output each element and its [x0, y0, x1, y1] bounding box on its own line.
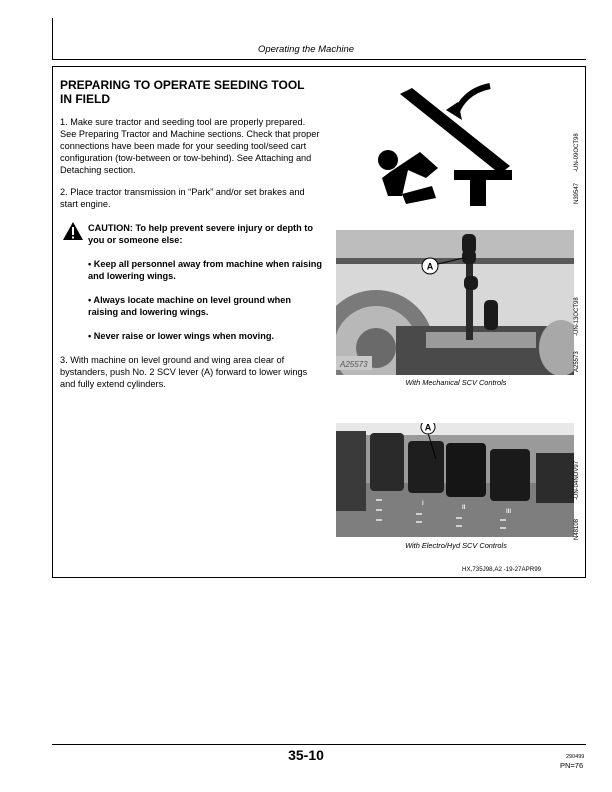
figure-1-code-top: -UN-09OCT98: [574, 133, 580, 172]
step-2-text: 2. Place tractor transmission in “Park” and/or set brakes and start engine.: [60, 187, 305, 209]
figure-3-roman-3: III: [506, 509, 512, 515]
footer-rule: [52, 744, 586, 745]
reference-code: HX,735J98,A2 -19-27APR99: [462, 566, 542, 573]
warning-triangle-icon: [62, 221, 84, 241]
electro-hyd-scv-photo: [336, 423, 574, 537]
figure-2-image-label: A25573: [340, 360, 368, 369]
figure-3-code-top: -UN-04NOV97: [574, 460, 580, 500]
figure-2-code-bottom: A25573: [574, 351, 580, 372]
section-title: [60, 78, 330, 106]
caution-bullet-2: • Always locate machine on level ground when raising and lowering wings.: [88, 295, 292, 317]
caution-bullet-1: • Keep all personnel away from machine when raising and lowering wings.: [88, 259, 322, 281]
figure-2-callout-a: A: [426, 261, 434, 272]
caution-heading: CAUTION: To help prevent severe injury or depth to you or someone else:: [88, 223, 313, 245]
step-3-text: 3. With machine on level ground and wing area clear of bystanders, push No. 2 SCV lever (A) forward to lower wings and fully extend cylinders.: [60, 355, 308, 389]
figure-3-roman-2: II: [462, 505, 466, 511]
figure-1-code-bottom: N39547: [574, 182, 580, 204]
footer-pn: PN=76: [560, 761, 584, 770]
mechanical-scv-photo: [336, 230, 574, 375]
figure-3-caption: With Electro/Hyd SCV Controls: [405, 541, 507, 550]
figure-2-code-top: -UN-13OCT98: [574, 297, 580, 336]
step-1-text: 1. Make sure tractor and seeding tool are properly prepared. See Preparing Tractor and Machine sections. Check that proper connections have been made for your seeding tool/seed cart configuration (tow-between or tow-behind). See Attaching and Detaching section.: [60, 117, 320, 175]
figure-3-roman-1: I: [422, 501, 424, 507]
figure-3-callout-a: A: [424, 423, 432, 433]
page-number: 35-10: [288, 747, 324, 763]
figure-3-code-bottom: N48108: [574, 518, 580, 540]
section-title-line2: IN FIELD: [60, 92, 110, 106]
crush-hazard-pictogram-icon: [362, 74, 552, 210]
page-header-title: Operating the Machine: [257, 44, 355, 55]
footer-date: 290499: [566, 754, 585, 760]
header-bottom-rule: [52, 59, 586, 60]
section-title-line1: PREPARING TO OPERATE SEEDING TOOL: [60, 78, 305, 92]
caution-bullet-3: • Never raise or lower wings when moving.: [88, 331, 274, 341]
figure-2-caption: With Mechanical SCV Controls: [405, 378, 507, 387]
